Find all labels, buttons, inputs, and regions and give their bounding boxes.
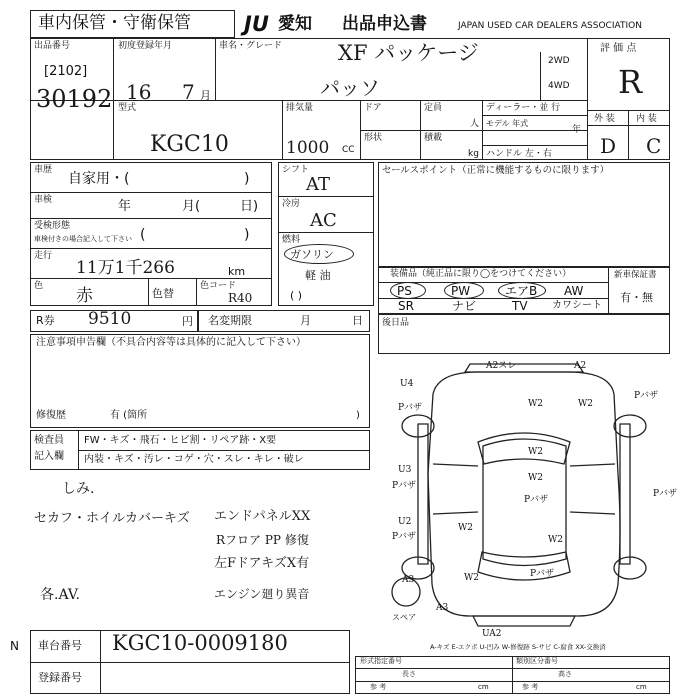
- svg-text:W2: W2: [548, 535, 563, 545]
- svg-text:Pバザ: Pバザ: [634, 391, 659, 401]
- repair-value: 有 (箇所: [110, 410, 148, 421]
- name-change-label: 名変期限: [208, 314, 252, 327]
- svg-text:W2: W2: [578, 399, 593, 409]
- dmg-u4: U4: [400, 379, 414, 389]
- displacement-label: 排気量: [286, 103, 314, 113]
- svg-text:Pバザ: Pバザ: [524, 495, 549, 505]
- registration-number-label: 登録番号: [38, 671, 82, 684]
- recycle-value: 9510: [88, 309, 132, 329]
- fuel-gasoline[interactable]: ガソリン: [290, 248, 334, 261]
- inspector-note-1: しみ.: [62, 481, 95, 497]
- fuel-diesel[interactable]: 軽 油: [305, 269, 331, 282]
- svg-text:Pバザ: Pバザ: [653, 489, 678, 499]
- org-name: 愛知: [278, 14, 312, 34]
- equip-sr[interactable]: SR: [398, 299, 414, 313]
- warranty-value: 有・無: [620, 291, 653, 304]
- color-code-value: R40: [228, 291, 253, 305]
- inspector-note-4: Rフロア PP 修復: [216, 533, 309, 547]
- svg-text:A3: A3: [436, 603, 449, 613]
- svg-text:W2: W2: [528, 447, 543, 457]
- exterior-label: 外 装: [594, 114, 615, 124]
- inspector-row-1: FW・キズ・飛石・ヒビ割・リペア跡・X要: [84, 435, 277, 446]
- notes-box: [30, 334, 370, 428]
- registration-year: 16: [126, 80, 152, 104]
- displacement-value: 1000: [286, 138, 330, 158]
- storage-label: 車内保管・守衛保管: [38, 13, 191, 33]
- score-value: R: [618, 63, 643, 101]
- svg-text:A3: A3: [402, 575, 415, 585]
- type-value: KGC10: [150, 132, 229, 157]
- dmg-a2-front-r: A2: [574, 361, 587, 371]
- shift-label: シフト: [282, 165, 310, 175]
- capacity-label: 定員: [424, 103, 443, 113]
- inspection-label: 車検: [34, 195, 53, 205]
- equip-ps[interactable]: PS: [397, 284, 412, 298]
- dealer-label: ディーラー・並 行: [486, 103, 561, 113]
- notes-label: 注意事項申告欄（不具合内容等は具体的に記入して下さい）: [36, 337, 306, 348]
- rear-items-box: [378, 314, 670, 354]
- svg-text:UA2: UA2: [482, 629, 502, 639]
- dmg-a2-front: A2スレ: [486, 361, 517, 371]
- history-label: 車歴: [34, 165, 53, 175]
- handle-label: ハンドル 左・右: [486, 149, 552, 159]
- repair-label: 修復歴: [36, 410, 66, 421]
- svg-text:U3: U3: [398, 465, 412, 475]
- color-value: 赤: [76, 286, 93, 306]
- damage-legend: A-キズ E-エクボ U-凹み W-修復跡 S-サビ C-腐食 XX-交換済: [430, 643, 606, 651]
- equip-pw[interactable]: PW: [451, 284, 471, 298]
- chassis-label: 車台番号: [38, 639, 82, 652]
- sales-point-box: [378, 162, 670, 267]
- rear-items-label: 後日品: [382, 318, 410, 328]
- sales-point-label: セールスポイント（正常に機能するものに限ります）: [382, 165, 610, 176]
- pickup-label: 受検形態: [34, 221, 71, 231]
- equip-tv[interactable]: TV: [512, 299, 528, 313]
- svg-text:W2: W2: [528, 473, 543, 483]
- registration-label: 初度登録年月: [118, 41, 173, 51]
- spare-label: スペア: [392, 613, 416, 622]
- svg-text:W2: W2: [464, 573, 479, 583]
- inspector-label-1: 検査員: [34, 435, 64, 446]
- equip-aw[interactable]: AW: [564, 284, 584, 298]
- ac-value: AC: [310, 210, 337, 231]
- drive-4wd[interactable]: 4WD: [548, 81, 570, 91]
- ac-label: 冷房: [282, 199, 301, 209]
- inspector-label-2: 記入欄: [34, 451, 64, 462]
- name-label: 車名・グレード: [219, 41, 283, 51]
- ju-logo: JU: [244, 12, 269, 36]
- model-year-label: モデル 年式: [486, 119, 529, 128]
- mileage-value: 11万1千266: [76, 258, 175, 278]
- svg-text:W2: W2: [528, 399, 543, 409]
- registration-month: 7: [182, 80, 195, 104]
- lot-label: 出品番号: [34, 41, 71, 51]
- svg-text:Pバザ: Pバザ: [398, 403, 423, 413]
- shape-label: 形状: [364, 133, 383, 143]
- equip-leather-seat[interactable]: カワシート: [552, 300, 602, 311]
- type-label: 型式: [118, 103, 137, 113]
- fuel-label: 燃料: [282, 235, 301, 245]
- warranty-label: 新車保証書: [614, 270, 657, 280]
- interior-score: C: [646, 134, 662, 158]
- recycle-label: R券: [36, 314, 55, 327]
- equipment-label: 装備品（純正品に限り◯をつけてください）: [390, 269, 572, 279]
- svg-text:Pバザ: Pバザ: [530, 569, 555, 579]
- chassis-number: KGC10-0009180: [112, 631, 288, 655]
- drive-2wd[interactable]: 2WD: [548, 56, 570, 66]
- score-label: 評 価 点: [600, 43, 637, 54]
- association-name: JAPAN USED CAR DEALERS ASSOCIATION: [458, 21, 642, 31]
- inspector-note-7: エンジン廻り異音: [214, 587, 310, 601]
- inspector-row-2: 内装・キズ・汚レ・コゲ・穴・スレ・キレ・破レ: [84, 454, 304, 465]
- color-code-label: 色コード: [200, 281, 237, 291]
- equip-airbag[interactable]: エアB: [505, 284, 538, 298]
- shift-value: AT: [306, 174, 331, 195]
- color-change-label: 色替: [152, 287, 174, 300]
- svg-text:W2: W2: [458, 523, 473, 533]
- side-mark: N: [10, 639, 19, 653]
- car-damage-diagram: [378, 354, 678, 644]
- mileage-label: 走行: [34, 251, 53, 261]
- interior-label: 内 装: [636, 114, 657, 124]
- inspector-note-2: セカフ・ホイルカバーキズ: [34, 511, 190, 526]
- doc-title: 出品申込書: [342, 14, 427, 34]
- svg-text:Pバザ: Pバザ: [392, 481, 417, 491]
- svg-text:U2: U2: [398, 517, 412, 527]
- color-label: 色: [34, 281, 44, 291]
- history-value: 自家用・(: [68, 171, 130, 187]
- load-label: 積載: [424, 133, 443, 143]
- inspector-note-5: 左FドアキズX有: [214, 556, 310, 571]
- inspector-note-3: エンドパネルXX: [214, 509, 311, 524]
- lot-code: [2102]: [44, 64, 88, 79]
- lot-number: 30192: [36, 85, 113, 113]
- model-name: XF パッケージ: [338, 41, 479, 65]
- grade-name: パッソ: [320, 76, 380, 100]
- equip-navi[interactable]: ナビ: [452, 299, 477, 313]
- exterior-score: D: [600, 134, 617, 158]
- door-label: ドア: [364, 103, 382, 113]
- svg-text:Pバザ: Pバザ: [392, 532, 417, 542]
- inspector-note-6: 各.AV.: [40, 587, 80, 603]
